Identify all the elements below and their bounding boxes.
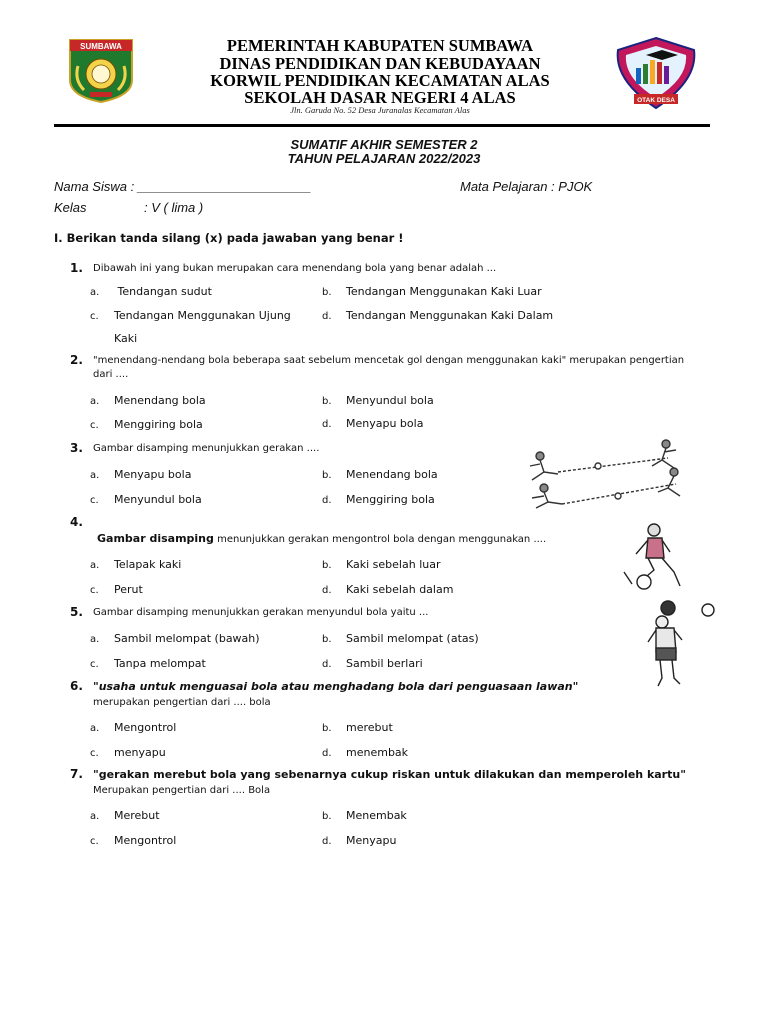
question-number: 4. xyxy=(70,515,83,529)
question-text-bold: Gambar disamping xyxy=(97,532,214,545)
question-text: Gambar disamping menunjukkan gerakan .... xyxy=(93,443,320,454)
option-7a[interactable]: a. Merebut xyxy=(90,809,160,822)
class-label: Kelas xyxy=(54,200,87,215)
option-6c[interactable]: c. menyapu xyxy=(90,746,166,759)
question-number: 6. xyxy=(70,679,83,693)
option-4a[interactable]: a. Telapak kaki xyxy=(90,558,182,571)
header-line-1: PEMERINTAH KABUPATEN SUMBAWA xyxy=(226,36,534,55)
question-number: 5. xyxy=(70,605,83,619)
option-2c[interactable]: c. Menggiring bola xyxy=(90,418,203,431)
exam-year: TAHUN PELAJARAN 2022/2023 xyxy=(287,151,481,166)
option-5b[interactable]: b. Sambil melompat (atas) xyxy=(322,632,479,645)
question-7-continued xyxy=(70,784,700,798)
illustration-ball-control xyxy=(614,520,694,594)
sumbawa-regency-logo xyxy=(64,36,138,104)
question-number: 3. xyxy=(70,441,83,455)
option-1d[interactable]: d. Tendangan Menggunakan Kaki Dalam xyxy=(322,309,554,322)
option-2a[interactable]: a. Menendang bola xyxy=(90,394,206,407)
question-text: merupakan pengertian dari .... bola xyxy=(93,697,271,708)
option-2d[interactable]: d. Menyapu bola xyxy=(322,417,424,430)
subject-label: Mata Pelajaran : PJOK xyxy=(460,179,593,194)
question-text: menunjukkan gerakan mengontrol bola dengan menggunakan .... xyxy=(213,534,547,545)
option-4d[interactable]: d. Kaki sebelah dalam xyxy=(322,583,454,596)
question-text-bold: "usaha untuk menguasai bola atau menghadang bola dari penguasaan lawan" xyxy=(93,680,579,693)
option-2b[interactable]: b. Menyundul bola xyxy=(322,394,434,407)
question-text: Gambar disamping menunjukkan gerakan menyundul bola yaitu ... xyxy=(93,607,429,618)
illustration-heading xyxy=(640,598,720,690)
logo-right-text: OTAK DESA xyxy=(637,97,675,104)
question-5 xyxy=(70,606,700,620)
question-number: 2. xyxy=(70,353,83,367)
option-1c[interactable]: c. Tendangan Menggunakan Ujung xyxy=(90,309,291,322)
school-address: Jln. Garuda No. 52 Desa Juranalas Kecamatan Alas xyxy=(290,105,470,115)
option-3d[interactable]: d. Menggiring bola xyxy=(322,493,435,506)
question-4 xyxy=(74,532,704,547)
question-text: Merupakan pengertian dari .... Bola xyxy=(93,785,271,796)
option-5a[interactable]: a. Sambil melompat (bawah) xyxy=(90,632,260,645)
option-7b[interactable]: b. Menembak xyxy=(322,809,407,822)
school-logo xyxy=(612,36,700,112)
option-1b[interactable]: b. Tendangan Menggunakan Kaki Luar xyxy=(322,285,542,298)
option-1c-continued: Kaki xyxy=(114,332,138,345)
section-instruction: I. Berikan tanda silang (x) pada jawaban yang benar ! xyxy=(54,231,404,245)
option-4b[interactable]: b. Kaki sebelah luar xyxy=(322,558,441,571)
option-6a[interactable]: a. Mengontrol xyxy=(90,721,177,734)
question-1 xyxy=(70,262,700,276)
header-line-3: KORWIL PENDIDIKAN KECAMATAN ALAS xyxy=(210,71,550,90)
option-3b[interactable]: b. Menendang bola xyxy=(322,468,438,481)
option-5d[interactable]: d. Sambil berlari xyxy=(322,657,423,670)
header-line-2: DINAS PENDIDIKAN DAN KEBUDAYAAN xyxy=(219,54,541,73)
question-7 xyxy=(70,768,700,783)
question-text-bold: "gerakan merebut bola yang sebenarnya cukup riskan untuk dilakukan dan memperoleh kartu" xyxy=(93,768,686,781)
student-name-field: Nama Siswa : ________________________ xyxy=(54,179,312,194)
header-divider xyxy=(54,124,710,127)
exam-title: SUMATIF AKHIR SEMESTER 2 xyxy=(290,137,478,152)
option-7d[interactable]: d. Menyapu xyxy=(322,834,397,847)
question-text: "menendang-nendang bola beberapa saat sebelum mencetak gol dengan menggunakan kaki" merupakan pengertian dari .... xyxy=(93,355,685,380)
question-2 xyxy=(70,354,700,382)
question-number: 7. xyxy=(70,767,83,781)
option-1a[interactable]: a. Tendangan sudut xyxy=(90,285,212,298)
class-value: : V ( lima ) xyxy=(144,200,204,215)
logo-left-text: SUMBAWA xyxy=(80,42,122,51)
question-6 xyxy=(70,680,700,695)
question-6-continued xyxy=(70,696,700,710)
option-6b[interactable]: b. merebut xyxy=(322,721,393,734)
option-7c[interactable]: c. Mengontrol xyxy=(90,834,177,847)
option-4c[interactable]: c. Perut xyxy=(90,583,143,596)
option-6d[interactable]: d. menembak xyxy=(322,746,409,759)
option-3c[interactable]: c. Menyundul bola xyxy=(90,493,202,506)
question-number: 1. xyxy=(70,261,83,275)
letterhead xyxy=(0,0,768,130)
option-5c[interactable]: c. Tanpa melompat xyxy=(90,657,206,670)
header-line-4: SEKOLAH DASAR NEGERI 4 ALAS xyxy=(244,88,516,107)
illustration-sweep-tackle xyxy=(518,432,688,512)
option-3a[interactable]: a. Menyapu bola xyxy=(90,468,192,481)
question-text: Dibawah ini yang bukan merupakan cara menendang bola yang benar adalah ... xyxy=(93,263,497,274)
